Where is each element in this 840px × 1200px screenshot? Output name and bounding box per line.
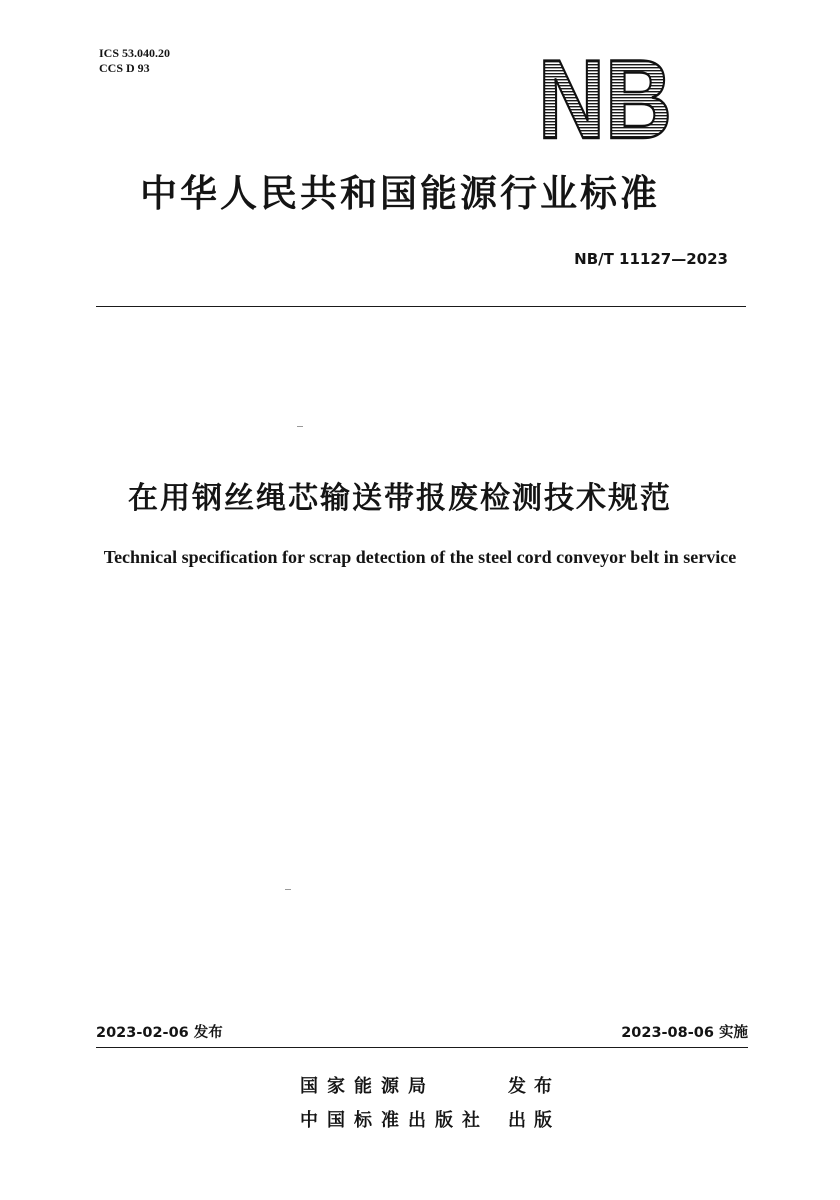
ics-code: ICS 53.040.20 (99, 46, 171, 60)
publisher-org: 国家能源局 (300, 1076, 435, 1097)
issuer-title: 中华人民共和国能源行业标准 (140, 172, 660, 215)
standard-number: NB/T 11127—2023 (574, 250, 728, 268)
implementation-date: 2023-08-06 实施 (621, 1025, 748, 1041)
scan-speck (297, 426, 303, 427)
publisher-action: 发布 (508, 1076, 560, 1097)
issue-date: 2023-02-06 发布 (96, 1025, 223, 1041)
classification-codes (99, 46, 170, 76)
publisher-row (300, 1106, 600, 1132)
bottom-divider (96, 1047, 748, 1048)
title-english: Technical specification for scrap detection of the steel cord conveyor belt in service (103, 547, 737, 567)
publisher-row (300, 1072, 600, 1098)
publisher-org: 中国标准出版社 (300, 1110, 489, 1131)
scan-speck (285, 889, 291, 890)
nb-logo (535, 37, 675, 162)
ccs-code: CCS D 93 (99, 61, 150, 75)
nb-logo-text: NB (538, 37, 672, 162)
title-chinese: 在用钢丝绳芯输送带报废检测技术规范 (128, 481, 672, 516)
top-divider (96, 306, 746, 307)
publisher-action: 出版 (508, 1110, 560, 1131)
